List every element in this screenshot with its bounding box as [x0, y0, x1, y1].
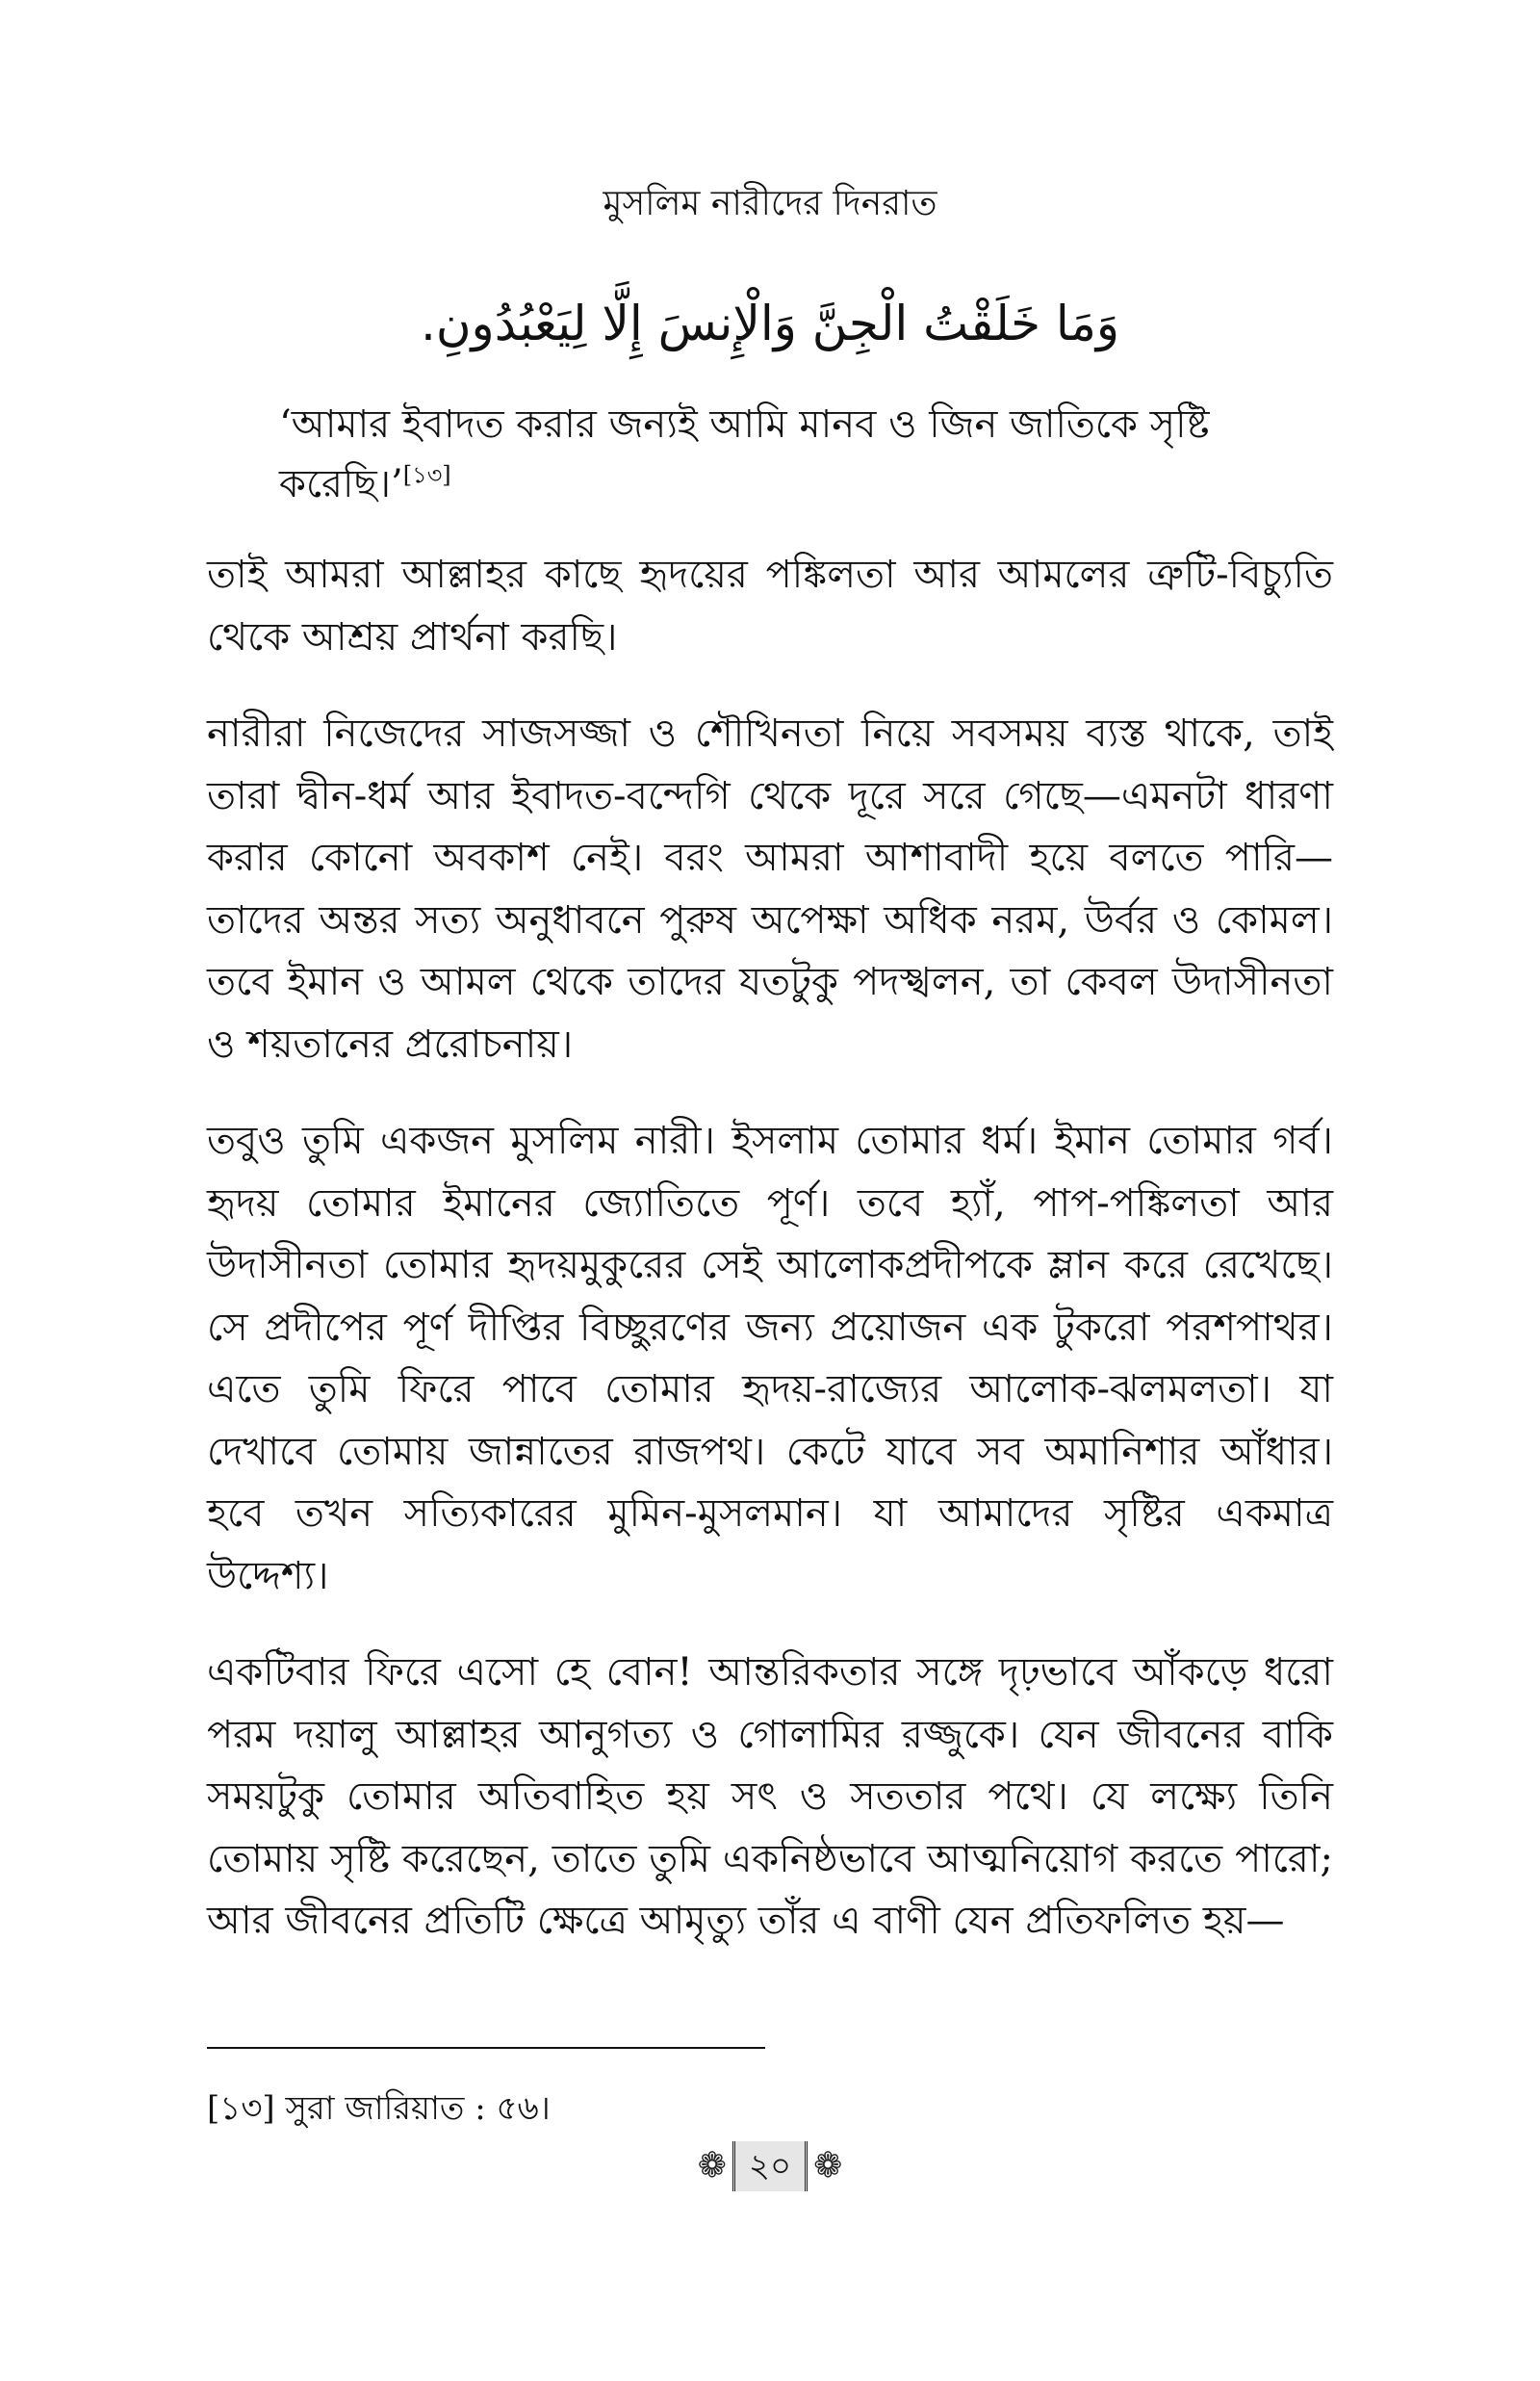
translation-text: ‘আমার ইবাদত করার জন্যই আমি মানব ও জিন জাতিকে সৃষ্টি করেছি।’: [279, 402, 1210, 506]
right-ornament-icon: ❁: [813, 2146, 843, 2186]
quran-verse-arabic: وَمَا خَلَقْتُ الْجِنَّ وَالْإِنسَ إِلَّا لِيَعْبُدُونِ.: [420, 296, 1120, 351]
paragraph: তাই আমরা আল্লাহর কাছে হৃদয়ের পঙ্কিলতা আর আমলের ত্রুটি-বিচ্যুতি থেকে আশ্রয় প্রার্থনা করছি।: [207, 553, 1333, 660]
page-folio: [674, 2137, 866, 2195]
running-title: মুসলিম নারীদের দিনরাত: [603, 184, 937, 223]
paragraph: নারীরা নিজেদের সাজসজ্জা ও শৌখিনতা নিয়ে সবসময় ব্যস্ত থাকে, তাই তারা দ্বীন-ধর্ম আর ইবাদত-বন্দেগি থেকে দূরে সরে গেছে—এমনটা ধারণা করার কোনো অবকাশ নেই। বরং আমরা আশাবাদী হয়ে বলতে পারি—তাদের অন্তর সত্য অনুধাবনে পুরুষ অপেক্ষা অধিক নরম, উর্বর ও কোমল। তবে ইমান ও আমল থেকে তাদের যতটুকু পদস্খলন, তা কেবল উদাসীনতা ও শয়তানের প্ররোচনায়।: [207, 712, 1333, 1067]
footnote: [১৩] সুরা জারিয়াত : ৫৬।: [207, 2089, 551, 2128]
verse-translation: [279, 395, 1328, 514]
paragraph: তবুও তুমি একজন মুসলিম নারী। ইসলাম তোমার ধর্ম। ইমান তোমার গর্ব। হৃদয় তোমার ইমানের জ্যোতিতে পূর্ণ। তবে হ্যাঁ, পাপ-পঙ্কিলতা আর উদাসীনতা তোমার হৃদয়মুকুরের সেই আলোকপ্রদীপকে ম্লান করে রেখেছে। সে প্রদীপের পূর্ণ দীপ্তির বিচ্ছুরণের জন্য প্রয়োজন এক টুকরো পরশপাথর। এতে তুমি ফিরে পাবে তোমার হৃদয়-রাজ্যের আলোক-ঝলমলতা। যা দেখাবে তোমায় জান্নাতের রাজপথ। কেটে যাবে সব অমানিশার আঁধার। হবে তখন সত্যিকারের মুমিন-মুসলমান। যা আমাদের সৃষ্টির একমাত্র উদ্দেশ্য।: [207, 1119, 1333, 1598]
footnote-divider: [207, 2047, 765, 2049]
footnote-reference[interactable]: [১৩]: [402, 461, 451, 489]
left-ornament-icon: ❁: [697, 2146, 727, 2186]
body-text: [207, 544, 1333, 1987]
page-number: ২০: [732, 2141, 808, 2191]
paragraph: একটিবার ফিরে এসো হে বোন! আন্তরিকতার সঙ্গে দৃঢ়ভাবে আঁকড়ে ধরো পরম দয়ালু আল্লাহর আনুগত্য ও গোলামির রজ্জুকে। যেন জীবনের বাকি সময়টুকু তোমার অতিবাহিত হয় সৎ ও সততার পথে। যে লক্ষ্যে তিনি তোমায় সৃষ্টি করেছেন, তাতে তুমি একনিষ্ঠভাবে আত্মনিয়োগ করতে পারো; আর জীবনের প্রতিটি ক্ষেত্রে আমৃত্যু তাঁর এ বাণী যেন প্রতিফলিত হয়—: [207, 1650, 1333, 1943]
